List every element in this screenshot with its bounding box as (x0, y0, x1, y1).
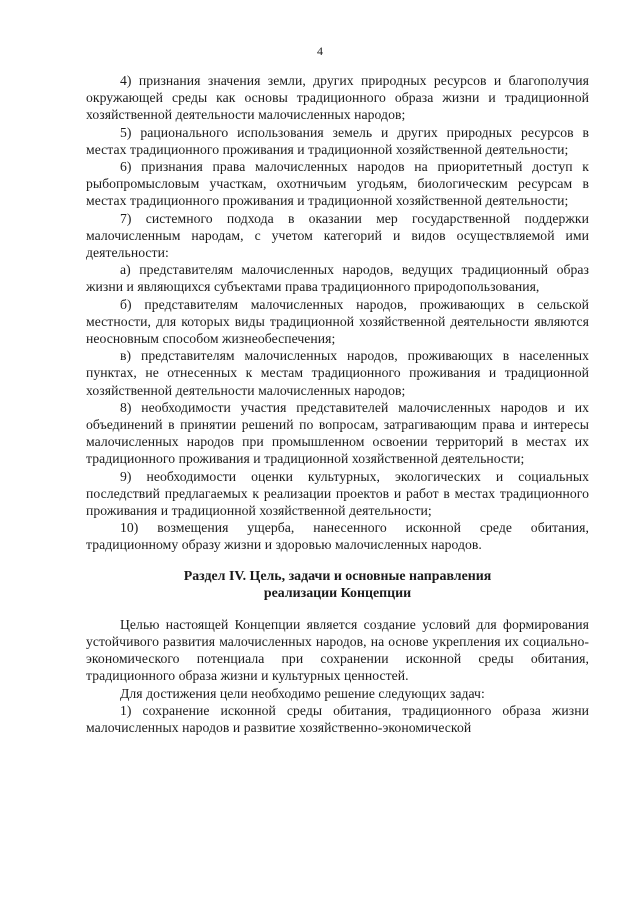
paragraph-tasks-intro: Для достижения цели необходимо решение следующих задач: (120, 685, 485, 701)
paragraph-subitem-a: а) представителям малочисленных народов, ведущих традиционный образ жизни и являющихся субъектами права традиционного природопользования, (86, 262, 589, 295)
section-heading (86, 568, 589, 603)
paragraph-principle-4: 4) признания значения земли, других природных ресурсов и благополучия окружающей среды как основы традиционного образа жизни и традиционной хозяйственной деятельности малочисленных народов; (86, 73, 589, 123)
paragraph-principle-6: 6) признания права малочисленных народов на приоритетный доступ к рыбопромысловым участкам, охотничьим угодьям, биологическим ресурсам в местах традиционного проживания и традиционной хозяйственной деятельности; (86, 159, 589, 209)
paragraph-principle-5: 5) рационального использования земель и других природных ресурсов в местах традиционного проживания и традиционной хозяйственной деятельности; (86, 124, 589, 157)
paragraph-subitem-b: б) представителям малочисленных народов, проживающих в сельской местности, для которых виды традиционной хозяйственной деятельности являются неосновным способом жизнеобеспечения; (86, 296, 589, 347)
section-heading-line-2: реализации Концепции (263, 586, 412, 602)
paragraph-subitem-v: в) представителям малочисленных народов, проживающих в населенных пунктах, не отнесенных к местам традиционного проживания и традиционной хозяйственной деятельности малочисленных народов; (86, 348, 589, 398)
paragraph-goal: Целью настоящей Концепции является создание условий для формирования устойчивого развития малочисленных народов, на основе укрепления их социально-экономического потенциала при сохранении исконной среды обитания, традиционного образа жизни и культурных ценностей. (86, 616, 589, 684)
paragraph-principle-8: 8) необходимости участия представителей малочисленных народов и их объединений в принятии решений по вопросам, затрагивающим права и интересы малочисленных народов при промышленном освоении территорий в местах их традиционного проживания и традиционной хозяйственной деятельности; (86, 399, 589, 467)
document-body (86, 72, 589, 736)
section-heading-line-1: Раздел IV. Цель, задачи и основные направления (183, 568, 492, 584)
paragraph-principle-10: 10) возмещения ущерба, нанесенного исконной среде обитания, традиционному образу жизни и здоровью малочисленных народов. (86, 520, 589, 553)
page-number: 4 (317, 44, 323, 58)
paragraph-principle-7: 7) системного подхода в оказании мер государственной поддержки малочисленным народам, с учетом категорий и видов осуществляемой ими деятельности: (86, 210, 589, 261)
paragraph-principle-9: 9) необходимости оценки культурных, экологических и социальных последствий предлагаемых к реализации проектов и работ в местах традиционного проживания и традиционной хозяйственной деятельности; (86, 468, 589, 519)
paragraph-task-1: 1) сохранение исконной среды обитания, традиционного образа жизни малочисленных народов и развитие хозяйственно-экономической (86, 702, 589, 735)
